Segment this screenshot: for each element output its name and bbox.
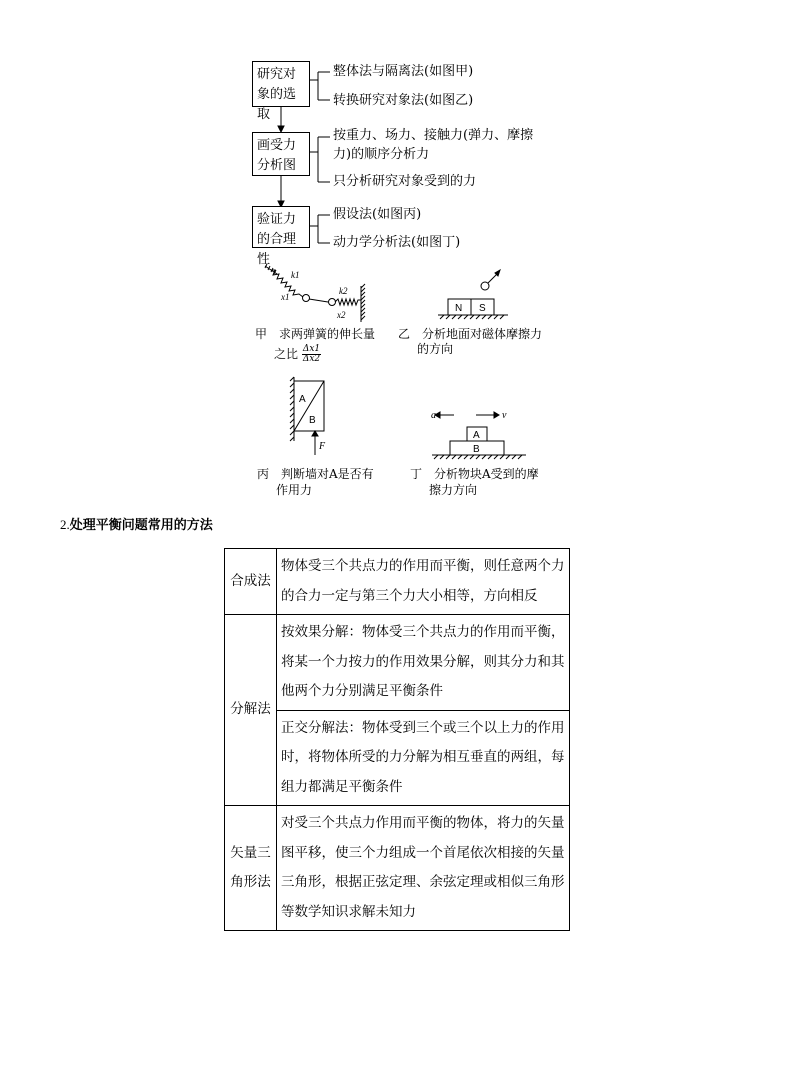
figure-jia-caption-line2: 之比 [274, 347, 299, 361]
section-number: 2. [60, 517, 70, 532]
flow-step-2-option-b: 只分析研究对象受到的力 [333, 174, 477, 189]
figure-bing-caption-line1: 丙 判断墙对A是否有 [257, 467, 374, 481]
figure-ding-block-a: A [473, 430, 480, 441]
section-title-text: 处理平衡问题常用的方法 [69, 518, 213, 533]
method-description: 正交分解法：物体受到三个或三个以上力的作用时，将物体所受的力分解为相互垂直的两组，每组力都满足平衡条件 [277, 710, 570, 806]
flow-step-2-option-a-line2: 力)的顺序分析力 [333, 147, 430, 162]
figure-ding-block-b: B [473, 444, 480, 455]
table-row [225, 806, 570, 931]
section-heading [60, 514, 213, 533]
figure-yi-caption-line2: 的方向 [417, 342, 454, 356]
figure-bing-block-a: A [299, 394, 306, 405]
methods-table [224, 548, 570, 931]
flow-step-2-box [252, 132, 310, 176]
figure-ding-velocity-label: v [502, 410, 507, 421]
figure-jia-x1-label: x1 [281, 292, 290, 302]
flow-step-3-option-a: 假设法(如图丙) [333, 207, 422, 222]
figure-ding-caption-line1: 丁 分析物块A受到的摩 [410, 467, 539, 481]
figure-jia-k1-label: k1 [291, 270, 300, 280]
figure-yi-n-pole: N [455, 303, 463, 314]
figure-yi-caption-line1: 乙 分析地面对磁体摩擦力 [398, 327, 543, 341]
method-description: 对受三个共点力作用而平衡的物体，将力的矢量图平移，使三个力组成一个首尾依次相接的矢量三角形，根据正弦定理、余弦定理或相似三角形等数学知识求解未知力 [277, 806, 570, 931]
figure-jia-ratio-numerator: Δx1 [302, 344, 321, 354]
figure-bing-wall-blocks [288, 375, 332, 457]
flow-step-2-label: 画受力分析图 [257, 138, 297, 173]
figure-yi-s-pole: S [479, 303, 486, 314]
table-row [225, 710, 570, 806]
figure-ding-acceleration-label: a [431, 410, 436, 421]
figure-bing-block-b: B [309, 415, 316, 426]
flow-step-1-box [252, 61, 310, 122]
figure-jia-ratio-fraction [302, 345, 321, 364]
figure-bing-force-f: F [319, 441, 326, 452]
flow-step-1-label: 研究对象的选取 [257, 67, 297, 122]
flow-step-2-option-a-line1: 按重力、场力、接触力(弹力、摩擦 [333, 128, 534, 143]
figure-ding-caption-line2: 擦力方向 [429, 483, 478, 497]
flow-step-3-label: 验证力的合理性 [257, 212, 297, 267]
figure-jia-ratio-denominator: Δx2 [302, 354, 321, 364]
method-name: 分解法 [225, 615, 277, 806]
figure-jia-k2-label: k2 [339, 286, 348, 296]
method-description: 物体受三个共点力的作用而平衡，则任意两个力的合力一定与第三个力大小相等，方向相反 [277, 549, 570, 615]
figure-jia-springs [255, 262, 380, 324]
method-name: 矢量三角形法 [225, 806, 277, 931]
figure-bing-caption-line2: 作用力 [276, 483, 313, 497]
figure-jia-caption-line1: 甲 求两弹簧的伸长量 [255, 327, 376, 341]
table-row [225, 615, 570, 711]
figure-ding-stacked-blocks [428, 405, 534, 461]
flow-step-3-box [252, 206, 310, 267]
flow-step-3-option-b: 动力学分析法(如图丁) [333, 235, 461, 250]
table-row [225, 549, 570, 615]
method-description: 按效果分解：物体受三个共点力的作用而平衡，将某一个力按力的作用效果分解，则其分力和其他两个力分别满足平衡条件 [277, 615, 570, 711]
figure-yi-magnet [434, 266, 514, 322]
figure-jia-caption-line2-wrap [274, 345, 321, 364]
figure-jia-x2-label: x2 [337, 310, 346, 320]
flow-step-1-option-a: 整体法与隔离法(如图甲) [333, 64, 474, 79]
flow-step-1-option-b: 转换研究对象法(如图乙) [333, 93, 474, 108]
method-name: 合成法 [225, 549, 277, 615]
